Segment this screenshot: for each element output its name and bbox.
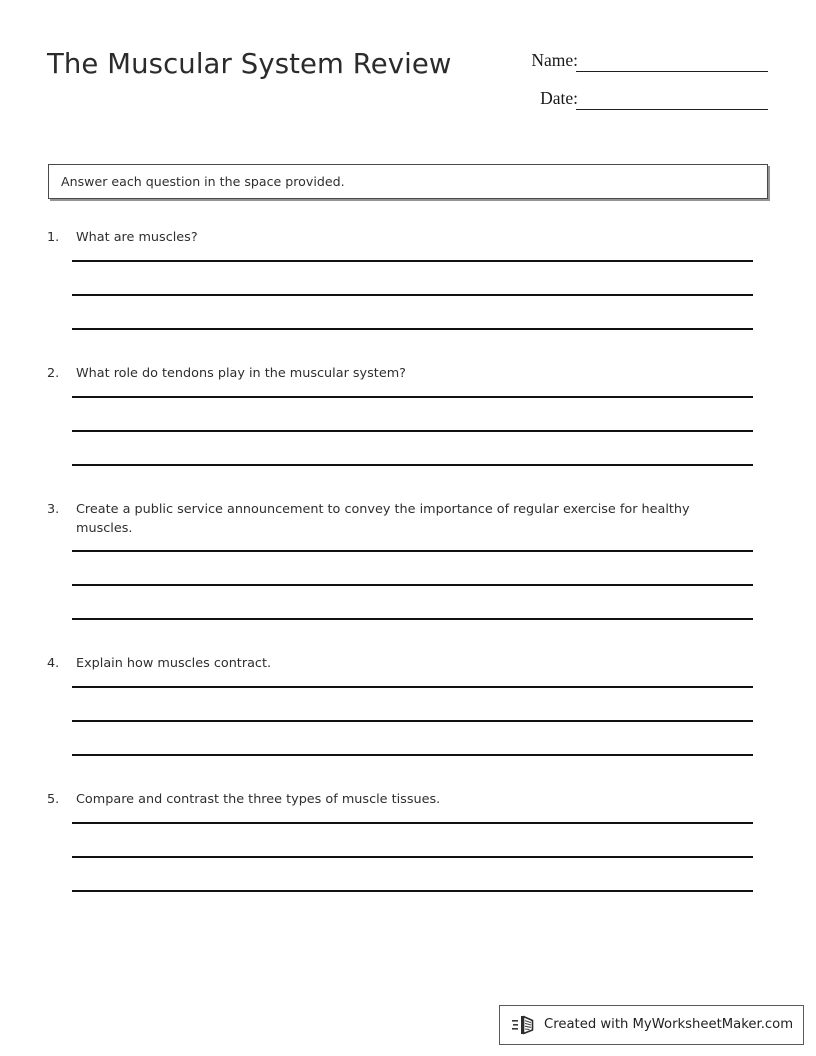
answer-lines (0, 550, 816, 620)
worksheet-maker-logo-icon (512, 1013, 538, 1037)
name-label: Name: (531, 50, 578, 70)
answer-line[interactable] (72, 396, 753, 398)
answer-lines (0, 260, 816, 330)
question-block (0, 228, 816, 330)
question-number: 3. (47, 502, 60, 517)
name-input-line[interactable] (576, 71, 768, 72)
answer-line[interactable] (72, 294, 753, 296)
name-date-block (500, 48, 780, 124)
answer-line[interactable] (72, 822, 753, 824)
question-number: 1. (47, 230, 60, 245)
answer-line[interactable] (72, 430, 753, 432)
question-block (0, 654, 816, 756)
question-text: Create a public service announcement to convey the importance of regular exercise for healthy muscles. (76, 502, 690, 536)
question-text: What role do tendons play in the muscular system? (76, 366, 406, 381)
badge-label: Created with MyWorksheetMaker.com (544, 1017, 794, 1032)
answer-lines (0, 822, 816, 892)
question-header (0, 790, 816, 810)
worksheet-header (0, 44, 816, 124)
name-row (500, 48, 780, 86)
answer-line[interactable] (72, 550, 753, 552)
question-header (0, 500, 816, 538)
answer-lines (0, 686, 816, 756)
date-input-line[interactable] (576, 109, 768, 110)
answer-line[interactable] (72, 464, 753, 466)
answer-line[interactable] (72, 260, 753, 262)
question-block (0, 500, 816, 620)
answer-line[interactable] (72, 584, 753, 586)
question-header (0, 364, 816, 384)
instruction-box (48, 164, 768, 199)
answer-line[interactable] (72, 890, 753, 892)
question-header (0, 228, 816, 248)
page-title: The Muscular System Review (47, 48, 452, 80)
questions-list (0, 228, 816, 892)
question-text: Explain how muscles contract. (76, 656, 272, 671)
question-block (0, 790, 816, 892)
question-text: What are muscles? (76, 230, 198, 245)
question-block (0, 364, 816, 466)
date-row (500, 86, 780, 124)
question-number: 2. (47, 366, 60, 381)
date-label: Date: (540, 88, 578, 108)
answer-line[interactable] (72, 754, 753, 756)
created-with-badge[interactable] (499, 1005, 804, 1045)
answer-lines (0, 396, 816, 466)
answer-line[interactable] (72, 856, 753, 858)
answer-line[interactable] (72, 720, 753, 722)
question-number: 5. (47, 792, 60, 807)
question-header (0, 654, 816, 674)
answer-line[interactable] (72, 686, 753, 688)
question-text: Compare and contrast the three types of muscle tissues. (76, 792, 441, 807)
answer-line[interactable] (72, 618, 753, 620)
question-number: 4. (47, 656, 60, 671)
answer-line[interactable] (72, 328, 753, 330)
instruction-text: Answer each question in the space provided. (61, 174, 345, 189)
